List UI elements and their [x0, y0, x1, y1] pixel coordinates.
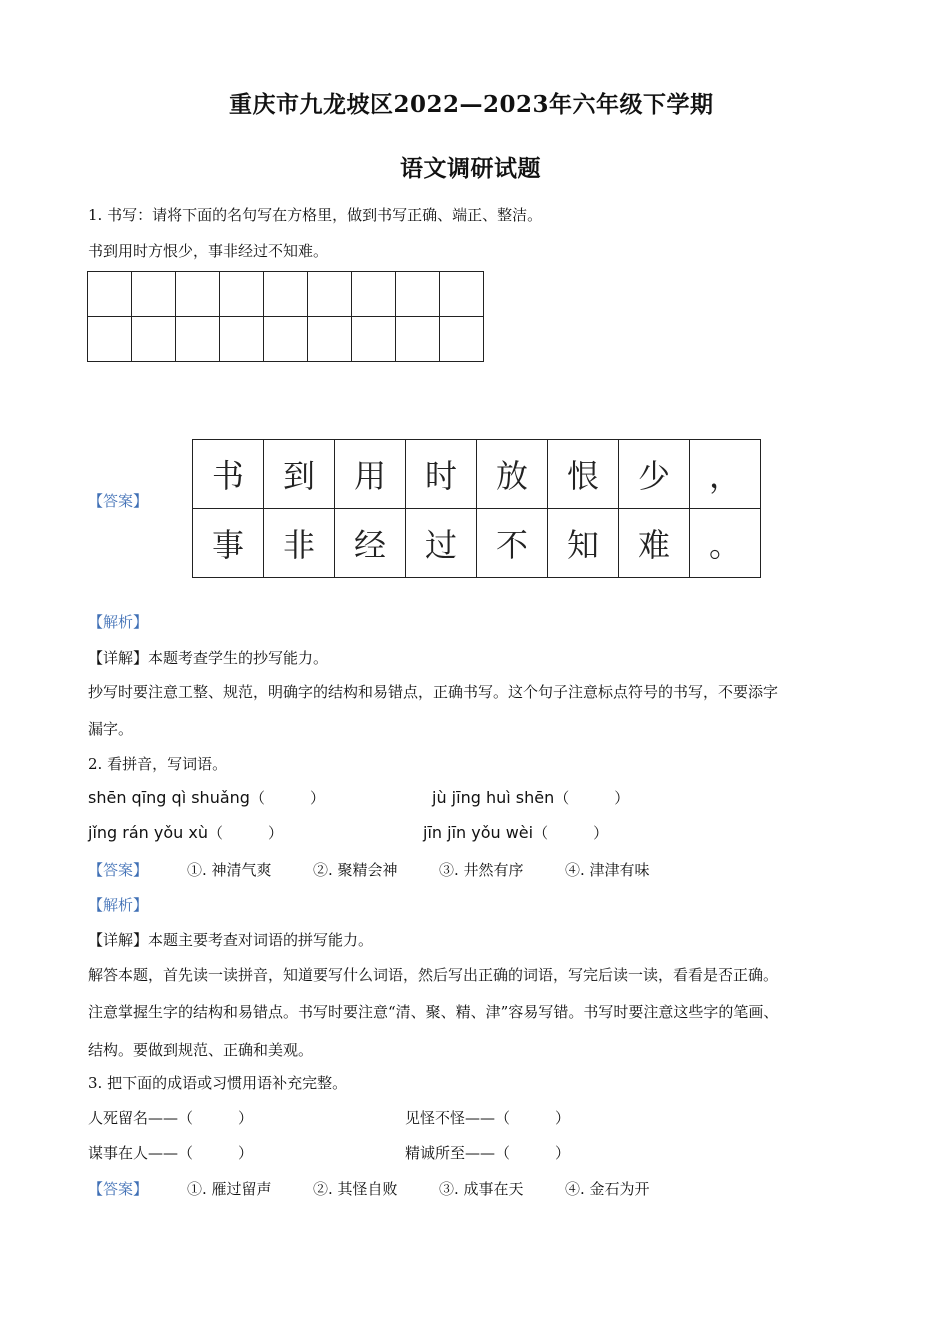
q2-item-1 [88, 788, 325, 808]
grid-cell [132, 272, 176, 317]
grid-cell [440, 272, 484, 317]
answer-blank: （ ） [554, 789, 630, 807]
q3-prompt: 3. 把下面的成语或习惯用语补充完整。 [88, 1074, 348, 1092]
answer-char: 事 [193, 509, 264, 578]
answer-char: 非 [264, 509, 335, 578]
q1-prompt: 1. 书写：请将下面的名句写在方格里，做到书写正确、端正、整洁。 [88, 206, 543, 224]
q2-explain-line1: 解答本题，首先读一读拼音，知道要写什么词语，然后写出正确的词语，写完后读一读，看看是否正确。 [88, 966, 779, 984]
doc-title-line2: 语文调研试题 [400, 155, 541, 182]
q3-answer-label: 【答案】 [88, 1180, 149, 1198]
q2-answer-4: ④. 津津有味 [565, 861, 650, 879]
q1-explain-line2: 漏字。 [88, 720, 134, 738]
answer-grid-row [193, 440, 761, 509]
grid-cell [308, 317, 352, 362]
grid-cell [176, 272, 220, 317]
q3-answer-1: ①. 雁过留声 [187, 1180, 272, 1198]
pinyin-text: jīn jīn yǒu wèi [423, 823, 534, 842]
answer-char: 。 [690, 509, 761, 578]
q1-detail [88, 648, 328, 668]
detail-text: 本题主要考查对词语的拼写能力。 [148, 931, 374, 949]
q1-explain-line1: 抄写时要注意工整、规范，明确字的结构和易错点，正确书写。这个句子注意标点符号的书写，不要添字 [88, 683, 779, 701]
q2-analysis-label: 【解析】 [88, 896, 149, 914]
answer-char: 少 [619, 440, 690, 509]
grid-cell [264, 272, 308, 317]
grid-cell [220, 317, 264, 362]
q3-item-3: 谋事在人——（ ） [88, 1144, 254, 1162]
detail-label: 【详解】 [88, 649, 149, 667]
q2-answer-2: ②. 聚精会神 [313, 861, 398, 879]
pinyin-text: jǐng rán yǒu xù [88, 823, 208, 842]
q2-explain-line3: 结构。要做到规范、正确和美观。 [88, 1041, 314, 1059]
answer-char: 知 [548, 509, 619, 578]
q2-detail [88, 930, 373, 950]
grid-cell [220, 272, 264, 317]
answer-char: 过 [406, 509, 477, 578]
q1-sentence: 书到用时方恨少，事非经过不知难。 [88, 242, 329, 260]
answer-char: 书 [193, 440, 264, 509]
answer-char: 放 [477, 440, 548, 509]
grid-cell [132, 317, 176, 362]
grid-cell [308, 272, 352, 317]
detail-label: 【详解】 [88, 931, 149, 949]
q2-answer-label: 【答案】 [88, 861, 149, 879]
grid-cell [176, 317, 220, 362]
grid-cell [352, 272, 396, 317]
q3-item-1: 人死留名——（ ） [88, 1109, 254, 1127]
answer-char: 到 [264, 440, 335, 509]
writing-grid-row [88, 317, 484, 362]
q3-item-2: 见怪不怪——（ ） [405, 1109, 571, 1127]
pinyin-text: shēn qīng qì shuǎng [88, 788, 250, 807]
grid-cell [440, 317, 484, 362]
answer-char: 难 [619, 509, 690, 578]
answer-char: 时 [406, 440, 477, 509]
q3-item-4: 精诚所至——（ ） [405, 1144, 571, 1162]
grid-cell [88, 317, 132, 362]
pinyin-text: jù jīng huì shēn [432, 788, 555, 807]
answer-grid-row [193, 509, 761, 578]
q2-prompt: 2. 看拼音，写词语。 [88, 755, 228, 773]
answer-blank: （ ） [207, 824, 283, 842]
q1-answer-label: 【答案】 [88, 492, 149, 510]
grid-cell [396, 317, 440, 362]
q2-answer-1: ①. 神清气爽 [187, 861, 272, 879]
grid-cell [396, 272, 440, 317]
detail-text: 本题考查学生的抄写能力。 [148, 649, 329, 667]
q1-analysis-label: 【解析】 [88, 613, 149, 631]
answer-blank: （ ） [533, 824, 609, 842]
q2-item-2 [432, 788, 629, 808]
q1-writing-grid [87, 271, 484, 362]
q1-answer-grid [192, 439, 761, 578]
grid-cell [264, 317, 308, 362]
q3-answer-2: ②. 其怪自败 [313, 1180, 398, 1198]
answer-blank: （ ） [249, 789, 325, 807]
answer-char: ， [690, 440, 761, 509]
answer-char: 不 [477, 509, 548, 578]
q2-item-3 [88, 823, 283, 843]
q2-answer-3: ③. 井然有序 [439, 861, 524, 879]
q2-item-4 [423, 823, 608, 843]
writing-grid-row [88, 272, 484, 317]
answer-char: 用 [335, 440, 406, 509]
q2-explain-line2: 注意掌握生字的结构和易错点。书写时要注意“清、聚、精、津”容易写错。书写时要注意这些字的笔画、 [88, 1003, 779, 1021]
q3-answer-3: ③. 成事在天 [439, 1180, 524, 1198]
doc-title-line1: 重庆市九龙坡区2022—2023年六年级下学期 [229, 91, 714, 118]
answer-char: 恨 [548, 440, 619, 509]
grid-cell [352, 317, 396, 362]
q3-answer-4: ④. 金石为开 [565, 1180, 650, 1198]
grid-cell [88, 272, 132, 317]
answer-char: 经 [335, 509, 406, 578]
